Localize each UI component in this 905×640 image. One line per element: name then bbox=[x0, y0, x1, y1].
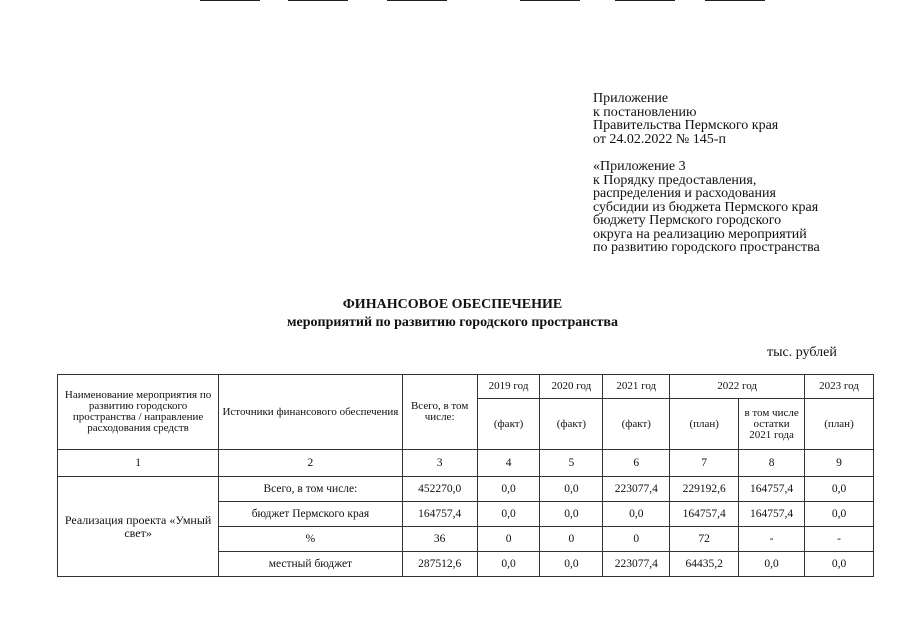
appendix-line: «Приложение 3 bbox=[593, 159, 686, 174]
document-title: ФИНАНСОВОЕ ОБЕСПЕЧЕНИЕ bbox=[342, 297, 563, 312]
scan-artifact-line bbox=[200, 0, 260, 1]
value-cell: 164757,4 bbox=[670, 502, 739, 527]
value-cell: 0,0 bbox=[477, 552, 540, 577]
value-cell: 0,0 bbox=[603, 502, 670, 527]
appendix-line: Правительства Пермского края bbox=[593, 118, 779, 133]
value-cell: 0,0 bbox=[540, 477, 603, 502]
value-cell: 164757,4 bbox=[402, 502, 477, 527]
header-year-2021: 2021 год bbox=[603, 375, 670, 399]
appendix-line: Приложение bbox=[593, 91, 669, 106]
value-cell: - bbox=[805, 527, 874, 552]
header-year-2020: 2020 год bbox=[540, 375, 603, 399]
value-cell: 64435,2 bbox=[670, 552, 739, 577]
column-number: 6 bbox=[603, 450, 670, 477]
column-number: 8 bbox=[739, 450, 805, 477]
value-cell: 0,0 bbox=[477, 502, 540, 527]
value-cell: 223077,4 bbox=[603, 552, 670, 577]
value-cell: 0,0 bbox=[739, 552, 805, 577]
header-year-2019: 2019 год bbox=[477, 375, 540, 399]
scan-artifact-line bbox=[615, 0, 675, 1]
header-fact-2019: (факт) bbox=[477, 399, 540, 450]
value-cell: 72 bbox=[670, 527, 739, 552]
header-sources: Источники финансового обеспечения bbox=[219, 375, 402, 450]
header-total: Всего, в том числе: bbox=[402, 375, 477, 450]
header-rest-2022: в том числе остатки 2021 года bbox=[739, 399, 805, 450]
header-year-2023: 2023 год bbox=[805, 375, 874, 399]
appendix-line: субсидии из бюджета Пермского края bbox=[593, 199, 819, 215]
document-subtitle: мероприятий по развитию городского пространства bbox=[287, 315, 618, 330]
value-cell: 0 bbox=[477, 527, 540, 552]
scan-artifact-line bbox=[387, 0, 447, 1]
column-number: 5 bbox=[540, 450, 603, 477]
appendix-line: распределения и расходования bbox=[593, 186, 776, 201]
scan-artifact-line bbox=[705, 0, 765, 1]
value-cell: 0,0 bbox=[540, 552, 603, 577]
header-year-2022: 2022 год bbox=[670, 375, 805, 399]
header-plan-2023: (план) bbox=[805, 399, 874, 450]
header-fact-2021: (факт) bbox=[603, 399, 670, 450]
units-label: тыс. рублей bbox=[767, 345, 837, 360]
appendix-line: к Порядку предоставления, bbox=[593, 172, 757, 188]
value-cell: 0,0 bbox=[805, 477, 874, 502]
value-cell: 0,0 bbox=[805, 502, 874, 527]
appendix-line: бюджету Пермского городского bbox=[593, 213, 782, 228]
financing-table bbox=[57, 374, 874, 577]
source-cell: местный бюджет bbox=[219, 552, 402, 577]
value-cell: 0,0 bbox=[477, 477, 540, 502]
appendix-header bbox=[593, 92, 893, 255]
column-number: 1 bbox=[58, 450, 219, 477]
appendix-line: округа на реализацию мероприятий bbox=[593, 226, 807, 242]
value-cell: 452270,0 bbox=[402, 477, 477, 502]
appendix-line: по развитию городского пространства bbox=[593, 240, 820, 255]
table-row bbox=[58, 477, 874, 502]
source-cell: бюджет Пермского края bbox=[219, 502, 402, 527]
value-cell: 223077,4 bbox=[603, 477, 670, 502]
value-cell: 0,0 bbox=[540, 502, 603, 527]
value-cell: 287512,6 bbox=[402, 552, 477, 577]
value-cell: - bbox=[739, 527, 805, 552]
source-cell: Всего, в том числе: bbox=[219, 477, 402, 502]
column-number: 4 bbox=[477, 450, 540, 477]
scan-artifact-line bbox=[520, 0, 580, 1]
value-cell: 0,0 bbox=[805, 552, 874, 577]
appendix-line: от 24.02.2022 № 145-п bbox=[593, 131, 726, 147]
column-number: 9 bbox=[805, 450, 874, 477]
column-number: 7 bbox=[670, 450, 739, 477]
column-number: 2 bbox=[219, 450, 402, 477]
value-cell: 0 bbox=[603, 527, 670, 552]
source-cell: % bbox=[219, 527, 402, 552]
appendix-line: к постановлению bbox=[593, 104, 697, 120]
header-plan-2022: (план) bbox=[670, 399, 739, 450]
column-number: 3 bbox=[402, 450, 477, 477]
scan-artifact-line bbox=[288, 0, 348, 1]
value-cell: 164757,4 bbox=[739, 502, 805, 527]
value-cell: 229192,6 bbox=[670, 477, 739, 502]
header-fact-2020: (факт) bbox=[540, 399, 603, 450]
header-event: Наименование мероприятия по развитию городского пространства / направление расходования средств bbox=[58, 375, 219, 450]
event-name-cell: Реализация проекта «Умный свет» bbox=[58, 477, 219, 577]
value-cell: 164757,4 bbox=[739, 477, 805, 502]
value-cell: 0 bbox=[540, 527, 603, 552]
value-cell: 36 bbox=[402, 527, 477, 552]
